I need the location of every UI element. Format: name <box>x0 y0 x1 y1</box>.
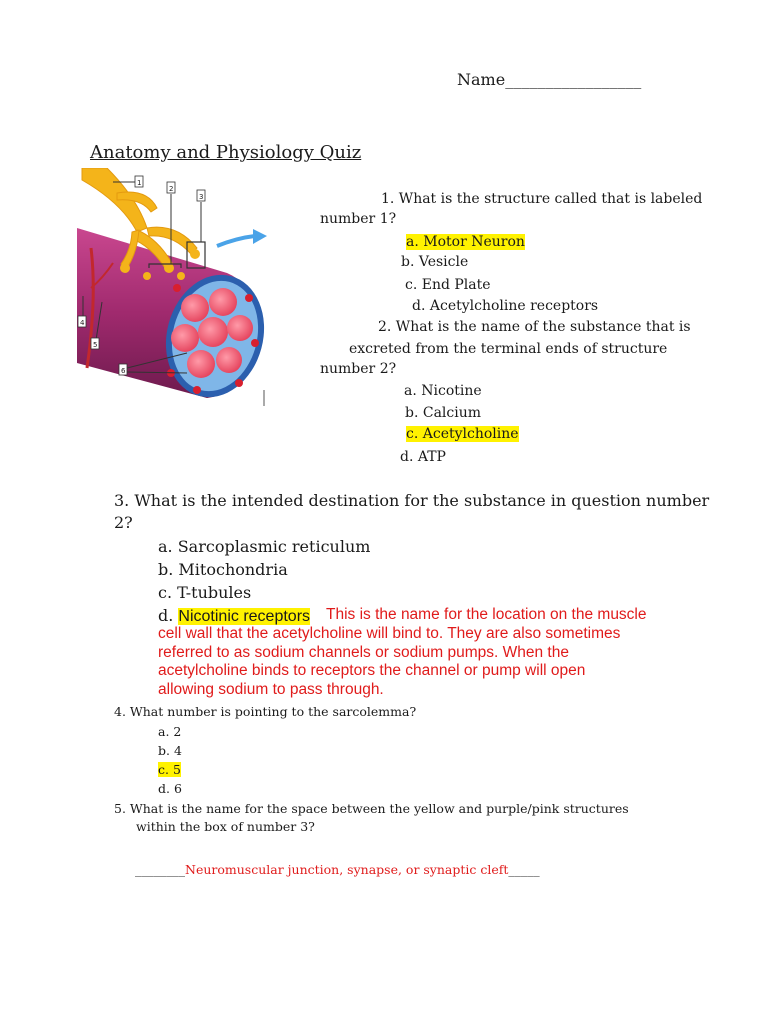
q5-text-line1: 5. What is the name for the space between the yellow and purple/pink structures <box>114 801 629 816</box>
q4-option-b: b. 4 <box>158 743 182 758</box>
q3-option-b: b. Mitochondria <box>158 560 288 579</box>
q1-option-b: b. Vesicle <box>401 254 469 270</box>
q5-answer: Neuromuscular junction, synapse, or synaptic cleft <box>185 862 509 877</box>
figure-label-1: 1 <box>137 179 142 187</box>
figure-label-4: 4 <box>80 319 85 327</box>
figure-label-5: 5 <box>93 341 98 349</box>
q2-option-c: c. Acetylcholine <box>406 426 519 442</box>
q2-option-a: a. Nicotine <box>404 383 482 399</box>
q5-blank-right: _____ <box>508 862 540 877</box>
q1-text-line2: number 1? <box>320 211 397 227</box>
q2-option-d: d. ATP <box>400 449 446 465</box>
q4-text: 4. What number is pointing to the sarcolemma? <box>114 704 417 719</box>
figure-label-6: 6 <box>121 367 126 375</box>
q5-text-line2: within the box of number 3? <box>136 819 315 834</box>
name-label: Name <box>457 70 506 89</box>
blue-arrow-icon <box>217 236 255 246</box>
q2-text-line2: excreted from the terminal ends of structure <box>349 341 668 357</box>
q2-text-line1: 2. What is the name of the substance that is <box>378 319 691 335</box>
q5-blank-left: ________ <box>135 862 185 877</box>
q2-option-b: b. Calcium <box>405 405 482 421</box>
q5-answer-line <box>135 862 540 877</box>
q3-text-line1: 3. What is the intended destination for the substance in question number <box>114 491 710 510</box>
page-title: Anatomy and Physiology Quiz <box>90 142 362 163</box>
q1-option-a: a. Motor Neuron <box>406 234 525 250</box>
q4-option-a: a. 2 <box>158 724 182 739</box>
name-field[interactable] <box>457 70 641 89</box>
muscle-fiber-figure <box>77 168 267 408</box>
q1-option-c: c. End Plate <box>405 277 491 293</box>
q3-explanation-line2: cell wall that the acetylcholine will bind to. They are also sometimes <box>158 625 621 642</box>
q3-option-d-answer: Nicotinic receptors <box>178 608 311 625</box>
q3-explanation-line4: acetylcholine binds to receptors the channel or pump will open <box>158 662 586 679</box>
q4-option-d: d. 6 <box>158 781 182 796</box>
figure-label-3: 3 <box>199 193 204 201</box>
q3-text-line2: 2? <box>114 513 133 532</box>
q3-explanation-line5: allowing sodium to pass through. <box>158 680 384 698</box>
q3-option-a: a. Sarcoplasmic reticulum <box>158 537 371 556</box>
figure-label-2: 2 <box>169 185 174 193</box>
q1-option-d: d. Acetylcholine receptors <box>412 298 599 314</box>
q3-explanation-continued <box>158 625 620 699</box>
name-blank: _________________ <box>505 70 642 89</box>
q1-text-line1: 1. What is the structure called that is labeled <box>381 191 703 207</box>
q2-text-line3: number 2? <box>320 361 397 377</box>
q4-option-c: c. 5 <box>158 762 181 777</box>
q3-explanation-line1: This is the name for the location on the muscle <box>326 606 647 623</box>
q3-option-d-prefix: d. <box>158 606 179 625</box>
q3-option-d <box>158 606 310 626</box>
q3-explanation-line3: referred to as sodium channels or sodium pumps. When the <box>158 643 569 661</box>
q3-option-c: c. T-tubules <box>158 583 252 602</box>
